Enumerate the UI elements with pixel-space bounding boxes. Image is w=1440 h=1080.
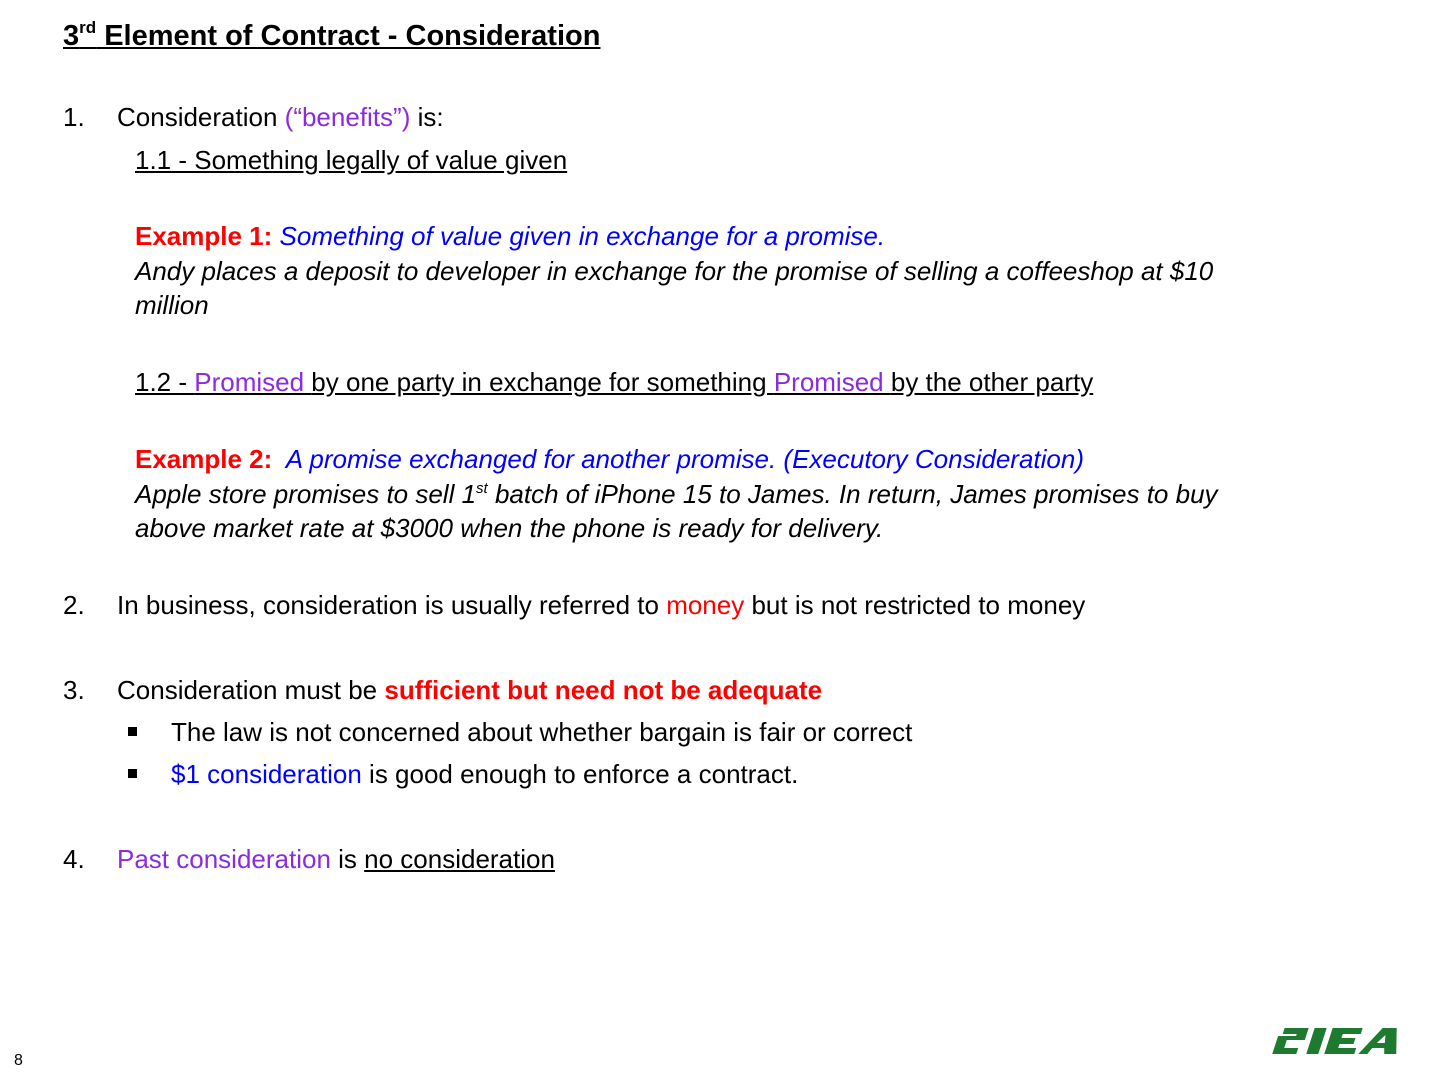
bullet-square-icon [128, 727, 137, 736]
item-4-number: 4. [63, 844, 85, 874]
item-3-number: 3. [63, 675, 85, 705]
item-1-2-text: 1.2 - Promised by one party in exchange for something Promised by the other party [135, 367, 1094, 397]
example-2-label: Example 2: [135, 444, 273, 474]
benefits-term: (“benefits”) [284, 102, 411, 132]
bullet-2-text: $1 consideration is good enough to enforce a contract. [171, 759, 799, 789]
siea-logo [1268, 1024, 1420, 1064]
example-1-line-1: Andy places a deposit to developer in exchange for the promise of selling a coffeeshop at $10 [135, 256, 1214, 286]
item-1-1-text: 1.1 - Something legally of value given [135, 145, 568, 175]
example-2-line-2: above market rate at $3000 when the phone is ready for delivery. [135, 513, 884, 543]
item-4-text: Past consideration is no consideration [117, 844, 555, 874]
example-2-heading: Example 2: A promise exchanged for another promise. (Executory Consideration) [135, 444, 1084, 474]
example-1-line-2: million [135, 290, 209, 320]
bullet-square-icon [128, 769, 137, 778]
item-2-number: 2. [63, 590, 85, 620]
example-2-line-1: Apple store promises to sell 1st batch of iPhone 15 to James. In return, James promises to buy [135, 479, 1218, 509]
example-1-label: Example 1: [135, 221, 273, 251]
item-3-text: Consideration must be sufficient but need not be adequate [117, 675, 823, 705]
sufficiency-rule: sufficient but need not be adequate [384, 675, 823, 705]
slide-title: 3rd Element of Contract - Consideration [63, 18, 601, 52]
page-number: 8 [14, 1052, 23, 1069]
example-1-heading: Example 1: Something of value given in exchange for a promise. [135, 221, 886, 251]
money-term: money [666, 590, 745, 620]
bullet-1-text: The law is not concerned about whether bargain is fair or correct [171, 717, 913, 747]
item-1-number: 1. [63, 102, 85, 132]
item-2-text: In business, consideration is usually referred to money but is not restricted to money [117, 590, 1086, 620]
item-1-text: Consideration (“benefits”) is: [117, 102, 444, 132]
